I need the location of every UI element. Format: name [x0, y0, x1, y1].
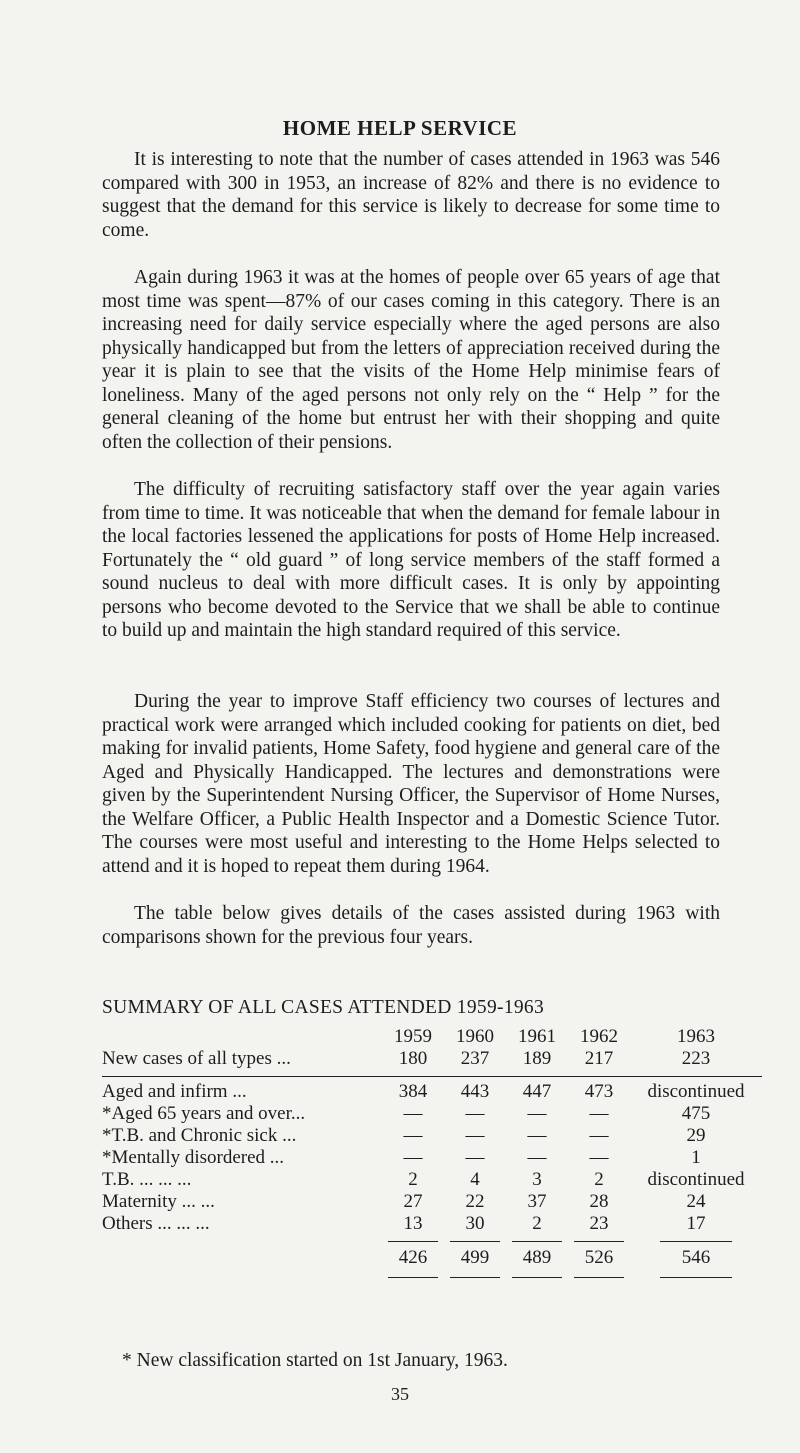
year-header: 1963 — [677, 1026, 715, 1047]
total-rule-row — [102, 1269, 762, 1285]
cell: 237 — [460, 1048, 490, 1069]
cell: 24 — [686, 1191, 706, 1212]
total-cell: 426 — [398, 1247, 428, 1268]
cell: discontinued — [630, 1077, 762, 1104]
rule-line — [388, 1277, 438, 1278]
cell: 223 — [681, 1048, 711, 1069]
year-header: 1962 — [580, 1026, 618, 1047]
cell: — — [403, 1125, 423, 1146]
year-header: 1960 — [456, 1026, 494, 1047]
table-row — [102, 1077, 762, 1104]
table-row — [102, 1191, 762, 1213]
rule-line — [450, 1241, 500, 1242]
cell: 13 — [403, 1213, 423, 1234]
paragraph-3: The difficulty of recruiting satisfactory staff over the year again varies from time to time. It was noticeable that when the demand for female labour in the local factories lessened the applications for posts of Home Help increased. Fortunately the “ old guard ” of long service members of the staff formed a sound nucleus to deal with more difficult cases. It is only by appointing persons who become devoted to the Service that we shall be able to continue to build up and maintain the high standard required of this service. — [102, 479, 720, 641]
table-row — [102, 1213, 762, 1235]
row-label: T.B. ... ... ... — [102, 1169, 192, 1190]
cell: 4 — [470, 1169, 480, 1190]
subtotal-rule-row — [102, 1235, 762, 1247]
cell: 37 — [527, 1191, 547, 1212]
cell: 29 — [686, 1125, 706, 1146]
cell: 2 — [532, 1213, 542, 1234]
table-row-totals — [102, 1247, 762, 1269]
summary-title: SUMMARY OF ALL CASES ATTENDED 1959-1963 — [102, 997, 545, 1018]
cell: 447 — [506, 1077, 568, 1104]
summary-table — [102, 1026, 762, 1285]
cell: — — [465, 1125, 485, 1146]
cell: — — [403, 1103, 423, 1124]
paragraph-4: During the year to improve Staff efficiency two courses of lectures and practical work were arranged which included cooking for patients on diet, bed making for invalid patients, Home Safety, food hygiene and general care of the Aged and Physically Handicapped. The lectures and demonstrations were given by the Superintendent Nursing Officer, the Supervisor of Home Nurses, the Welfare Officer, a Public Health Inspector and a Domestic Science Tutor. The courses were most useful and interesting to the Home Helps selected to attend and it is hoped to repeat them during 1964. — [102, 691, 720, 877]
cell: 27 — [403, 1191, 423, 1212]
cell: 28 — [589, 1191, 609, 1212]
rule-line — [388, 1241, 438, 1242]
row-label: Others ... ... ... — [102, 1213, 210, 1234]
cell: 3 — [532, 1169, 542, 1190]
cell: 217 — [584, 1048, 614, 1069]
row-label: *Mentally disordered ... — [102, 1147, 285, 1168]
cell: — — [589, 1125, 609, 1146]
row-label: Aged and infirm ... — [102, 1077, 382, 1104]
table-header-years — [102, 1026, 762, 1048]
cell: — — [403, 1147, 423, 1168]
cell: discontinued — [647, 1169, 745, 1190]
row-label: New cases of all types ... — [102, 1048, 291, 1069]
page-number: 35 — [391, 1384, 409, 1404]
rule-line — [660, 1277, 732, 1278]
cell: 22 — [465, 1191, 485, 1212]
table-row — [102, 1103, 762, 1125]
rule-line — [450, 1277, 500, 1278]
year-header: 1961 — [518, 1026, 556, 1047]
rule-line — [512, 1241, 562, 1242]
table-row — [102, 1125, 762, 1147]
cell: 189 — [522, 1048, 552, 1069]
year-header: 1959 — [394, 1026, 432, 1047]
cell: 384 — [382, 1077, 444, 1104]
cell: 1 — [691, 1147, 701, 1168]
paragraph-2: Again during 1963 it was at the homes of people over 65 years of age that most time was spent—87% of our cases coming in this category. There is an increasing need for daily service especially where the aged persons are also physically handicapped but from the letters of appreciation received during the year it is plain to see that the visits of the Home Help minimise fears of loneliness. Many of the aged persons not only rely on the “ Help ” for the general cleaning of the home but entrust her with their shopping and quite often the collection of their pensions. — [102, 267, 720, 453]
cell: — — [589, 1103, 609, 1124]
cell: — — [589, 1147, 609, 1168]
paragraph-1: It is interesting to note that the number of cases attended in 1963 was 546 compared with 300 in 1953, an increase of 82% and there is no evidence to suggest that the demand for this service is likely to decrease for some time to come. — [102, 149, 720, 241]
row-label: *Aged 65 years and over... — [102, 1103, 306, 1124]
rule-line — [660, 1241, 732, 1242]
cell: 2 — [408, 1169, 418, 1190]
total-cell: 526 — [584, 1247, 614, 1268]
cell: 443 — [444, 1077, 506, 1104]
cell: — — [527, 1147, 547, 1168]
cell: — — [465, 1147, 485, 1168]
cell: 473 — [568, 1077, 630, 1104]
footnote: * New classification started on 1st January, 1963. — [122, 1350, 508, 1371]
total-cell: 499 — [460, 1247, 490, 1268]
cell: 180 — [398, 1048, 428, 1069]
paragraph-5: The table below gives details of the cases assisted during 1963 with comparisons shown for the previous four years. — [102, 903, 720, 948]
table-row-new-cases — [102, 1048, 762, 1070]
rule-line — [512, 1277, 562, 1278]
table-row — [102, 1147, 762, 1169]
cell: 2 — [594, 1169, 604, 1190]
cell: — — [527, 1125, 547, 1146]
cell: 30 — [465, 1213, 485, 1234]
total-cell: 489 — [522, 1247, 552, 1268]
cell: — — [465, 1103, 485, 1124]
cell: 475 — [681, 1103, 711, 1124]
row-label: *T.B. and Chronic sick ... — [102, 1125, 297, 1146]
table-row — [102, 1169, 762, 1191]
total-cell: 546 — [681, 1247, 711, 1268]
cell: — — [527, 1103, 547, 1124]
rule-line — [574, 1241, 624, 1242]
page-title: HOME HELP SERVICE — [282, 116, 518, 140]
row-label: Maternity ... ... — [102, 1191, 215, 1212]
rule-line — [574, 1277, 624, 1278]
cell: 17 — [686, 1213, 706, 1234]
cell: 23 — [589, 1213, 609, 1234]
